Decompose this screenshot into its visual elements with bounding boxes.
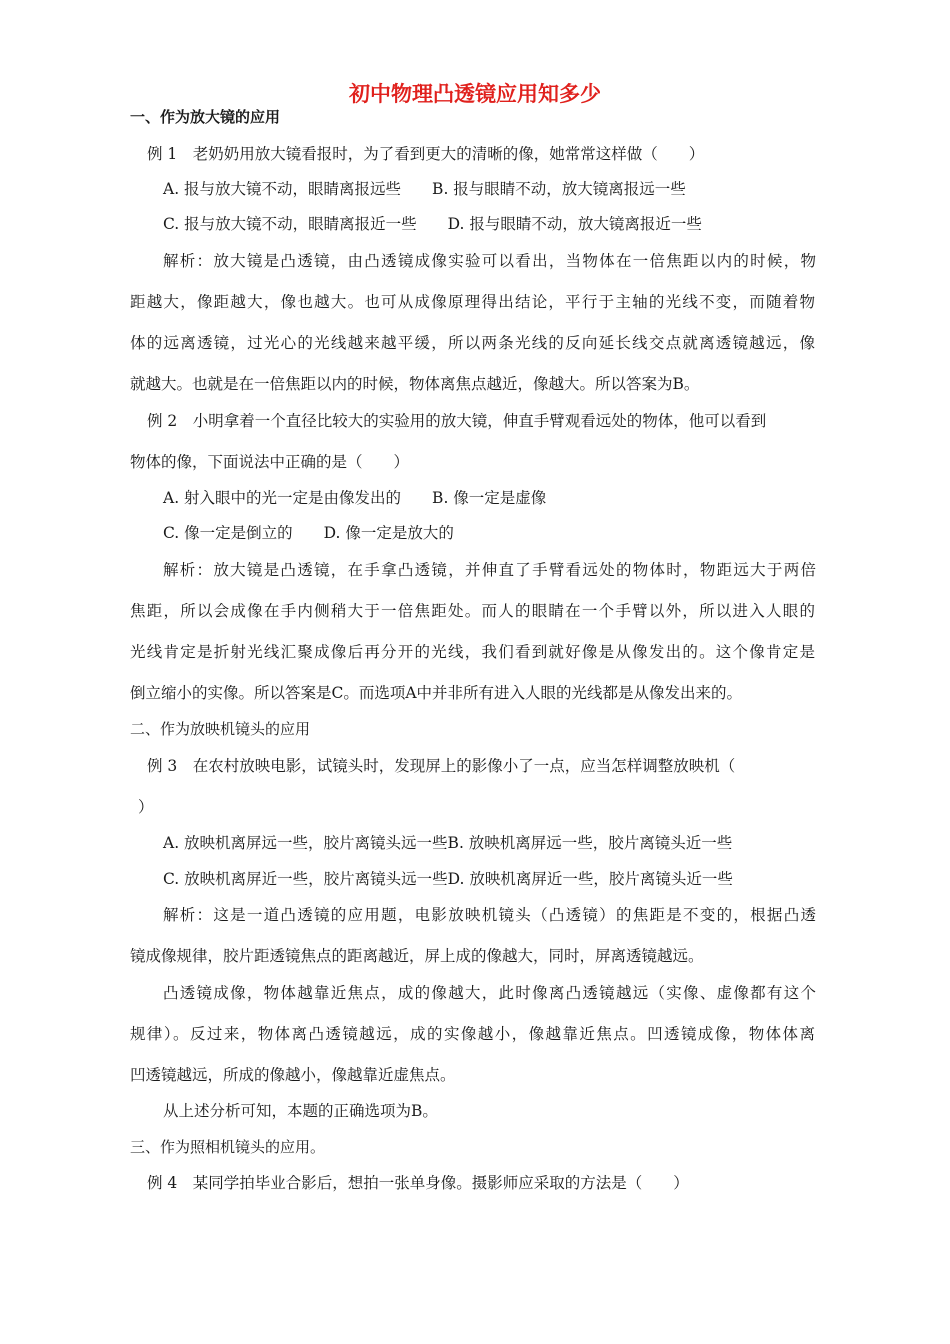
example-3-analysis-line: 凹透镜越远，所成的像越小，像越靠近虚焦点。 <box>130 1066 456 1084</box>
example-2-analysis-line: 光线肯定是折射光线汇聚成像后再分开的光线，我们看到就好像是从像发出的。这个像肯定是 <box>130 643 815 661</box>
example-3-analysis-line: 解析：这是一道凸透镜的应用题，电影放映机镜头（凸透镜）的焦距是不变的，根据凸透 <box>163 906 816 924</box>
example-2-analysis-line: 焦距，所以会成像在手内侧稍大于一倍焦距处。而人的眼睛在一个手臂以外，所以进入人眼的 <box>130 602 815 620</box>
example-3-conclusion: 从上述分析可知，本题的正确选项为B。 <box>163 1102 438 1120</box>
example-2-question-line: 例 2 小明拿着一个直径比较大的实验用的放大镜，伸直手臂观看远处的物体，他可以看到 <box>147 412 767 430</box>
example-1-analysis-line: 距越大，像距越大，像也越大。也可从成像原理得出结论，平行于主轴的光线不变，而随着物 <box>130 293 815 311</box>
example-2-question-line: 物体的像，下面说法中正确的是（ ） <box>130 453 410 471</box>
section-heading-3: 三、作为照相机镜头的应用。 <box>130 1138 326 1156</box>
example-1-analysis-line: 体的远离透镜，过光心的光线越来越平缓，所以两条光线的反向延长线交点就离透镜越远，像 <box>130 334 815 352</box>
example-2-analysis-line: 倒立缩小的实像。所以答案是C。而选项A中并非所有进入人眼的光线都是从像发出来的。 <box>130 684 743 702</box>
example-2-options-cd: C. 像一定是倒立的 D. 像一定是放大的 <box>163 524 454 542</box>
example-3-analysis-line: 凸透镜成像，物体越靠近焦点，成的像越大，此时像离凸透镜越远（实像、虚像都有这个 <box>163 984 816 1002</box>
example-4-question: 例 4 某同学拍毕业合影后，想拍一张单身像。摄影师应采取的方法是（ ） <box>147 1174 689 1192</box>
example-3-question-line: 例 3 在农村放映电影，试镜头时，发现屏上的影像小了一点，应当怎样调整放映机（ <box>147 757 736 775</box>
example-3-analysis-line: 规律）。反过来，物体离凸透镜越远，成的实像越小，像越靠近焦点。凹透镜成像，物体体离 <box>130 1025 815 1043</box>
example-1-analysis-line: 解析：放大镜是凸透镜，由凸透镜成像实验可以看出，当物体在一倍焦距以内的时候，物 <box>163 252 816 270</box>
example-3-options-ab: A. 放映机离屏远一些，胶片离镜头远一些B. 放映机离屏远一些，胶片离镜头近一些 <box>163 834 733 852</box>
example-3-options-cd: C. 放映机离屏近一些，胶片离镜头远一些D. 放映机离屏近一些，胶片离镜头近一些 <box>163 870 733 888</box>
example-1-analysis-line: 就越大。也就是在一倍焦距以内的时候，物体离焦点越近，像越大。所以答案为B。 <box>130 375 700 393</box>
example-1-options-cd: C. 报与放大镜不动，眼睛离报近一些 D. 报与眼睛不动，放大镜离报近一些 <box>163 215 702 233</box>
example-1-question: 例 1 老奶奶用放大镜看报时，为了看到更大的清晰的像，她常常这样做（ ） <box>147 145 705 163</box>
document-title: 初中物理凸透镜应用知多少 <box>349 82 601 106</box>
example-1-options-ab: A. 报与放大镜不动，眼睛离报远些 B. 报与眼睛不动，放大镜离报远一些 <box>163 180 686 198</box>
example-2-options-ab: A. 射入眼中的光一定是由像发出的 B. 像一定是虚像 <box>163 489 547 507</box>
section-heading-2: 二、作为放映机镜头的应用 <box>130 720 311 738</box>
example-3-analysis-line: 镜成像规律，胶片距透镜焦点的距离越近，屏上成的像越大，同时，屏离透镜越远。 <box>130 947 704 965</box>
example-3-question-line: ） <box>138 798 154 816</box>
example-2-analysis-line: 解析：放大镜是凸透镜，在手拿凸透镜，并伸直了手臂看远处的物体时，物距远大于两倍 <box>163 561 816 579</box>
section-heading-1: 一、作为放大镜的应用 <box>130 108 281 126</box>
